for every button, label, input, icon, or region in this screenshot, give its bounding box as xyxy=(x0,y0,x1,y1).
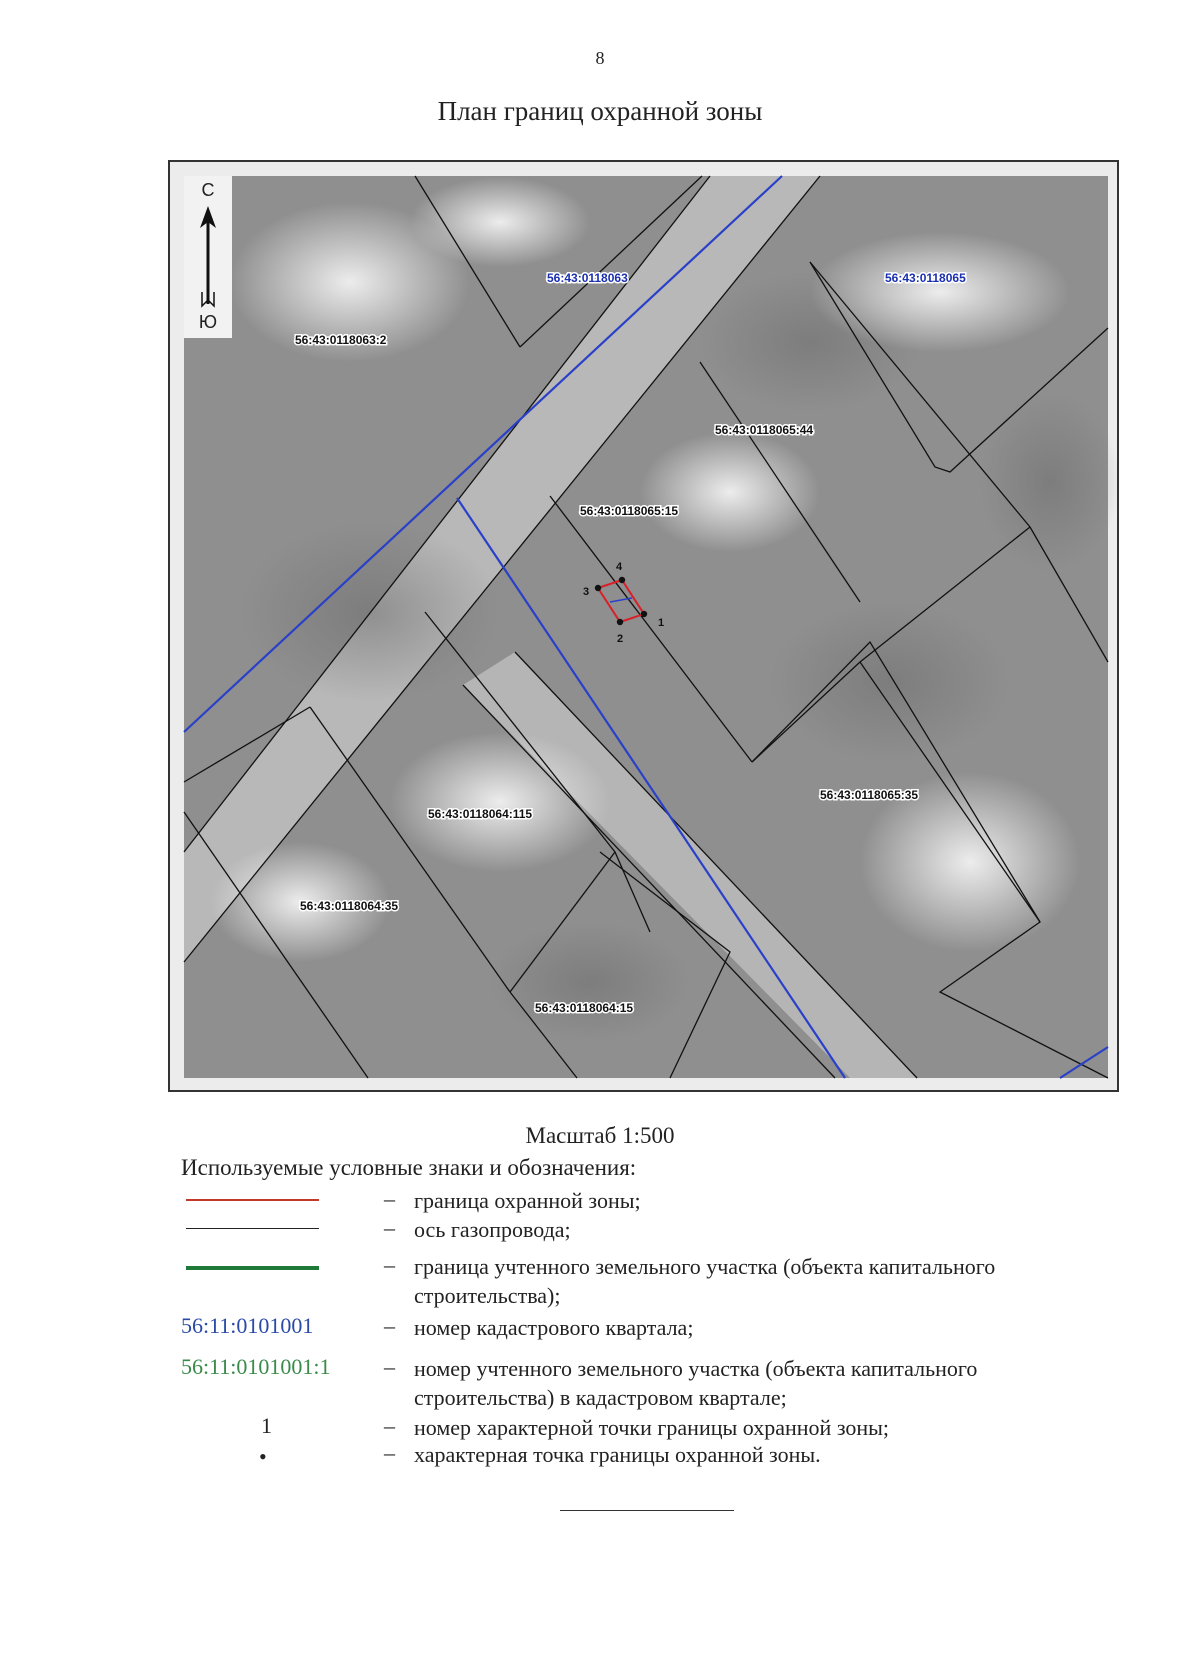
north-arrow-icon xyxy=(184,204,232,314)
parcel-label: 56:43:0118064:115 xyxy=(428,807,533,821)
cadastral-map xyxy=(170,162,1117,1090)
point-dot-sample: • xyxy=(259,1444,267,1469)
parcel-label: 56:43:0118064:15 xyxy=(535,1001,634,1015)
parcel-label: 56:43:0118065:35 xyxy=(820,788,919,802)
legend-dash: – xyxy=(384,1354,395,1379)
bottom-divider xyxy=(560,1510,734,1511)
legend-title: Используемые условные знаки и обозначения: xyxy=(181,1155,637,1180)
parcel-number-sample: 56:11:0101001:1 xyxy=(181,1354,331,1379)
quarter-label: 56:43:0118065 xyxy=(885,271,966,285)
point-label: 3 xyxy=(583,586,590,598)
legend-text: характерная точка границы охранной зоны. xyxy=(414,1442,821,1467)
parcel-label: 56:43:0118064:35 xyxy=(300,899,399,913)
compass-south-label: Ю xyxy=(198,312,218,332)
map-scale: Масштаб 1:500 xyxy=(525,1123,675,1148)
quarter-label: 56:43:0118063 xyxy=(547,271,628,285)
parcel-label: 56:43:0118063:2 xyxy=(295,333,387,347)
point-label: 2 xyxy=(617,633,624,645)
point-label: 1 xyxy=(658,617,665,629)
parcel-label: 56:43:0118065:44 xyxy=(715,423,814,437)
green-line-swatch xyxy=(186,1266,319,1270)
red-line-swatch xyxy=(186,1199,319,1201)
point-label: 4 xyxy=(616,561,623,573)
compass-north-label: С xyxy=(201,180,215,200)
legend-dash: – xyxy=(384,1215,395,1240)
north-arrow xyxy=(184,176,232,338)
legend-text: номер кадастрового квартала; xyxy=(414,1315,694,1340)
legend-text: номер учтенного земельного участка (объекта капитального строительства) в кадастровом квартале; xyxy=(414,1356,978,1410)
parcel-label: 56:43:0118065:15 xyxy=(580,504,679,518)
legend-dash: – xyxy=(384,1252,395,1277)
legend-text: граница охранной зоны; xyxy=(414,1188,641,1213)
page-number: 8 xyxy=(595,48,605,68)
legend-text: граница учтенного земельного участка (объекта капитального строительства); xyxy=(414,1254,996,1308)
quarter-number-sample: 56:11:0101001 xyxy=(181,1313,314,1338)
page-title: План границ охранной зоны xyxy=(437,96,763,126)
legend-dash: – xyxy=(384,1440,395,1465)
legend-text: номер характерной точки границы охранной зоны; xyxy=(414,1415,890,1440)
black-line-swatch xyxy=(186,1228,319,1229)
legend-dash: – xyxy=(384,1413,395,1438)
point-number-sample: 1 xyxy=(261,1413,272,1438)
legend-dash: – xyxy=(384,1186,395,1211)
map-frame xyxy=(168,160,1119,1092)
legend-text: ось газопровода; xyxy=(414,1217,571,1242)
legend-dash: – xyxy=(384,1313,395,1338)
